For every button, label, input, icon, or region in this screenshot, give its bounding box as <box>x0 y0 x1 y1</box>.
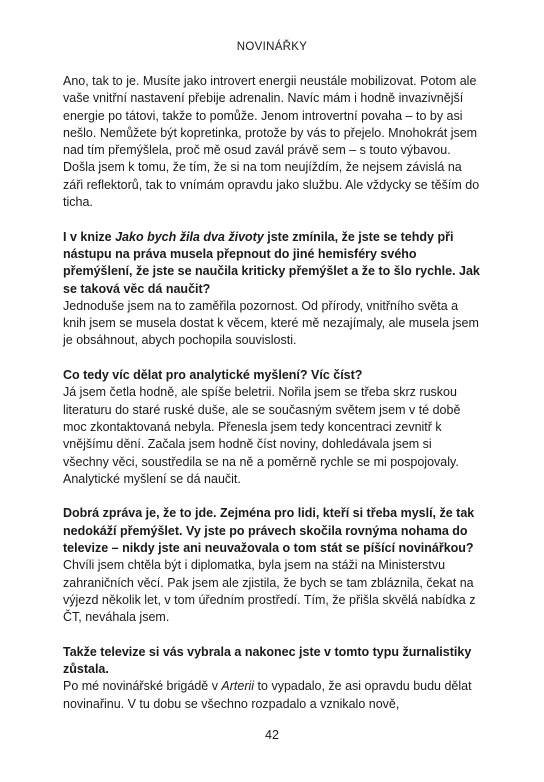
book-title: Jako bych žila dva životy <box>115 229 264 244</box>
question-4: Dobrá zpráva je, že to jde. Zejména pro lidi, kteří si třeba myslí, že tak nedokáží přemýšlet. Vy jste po právech skočila rovnýma nohama do televize – nikdy jste ani neuvažovala o tom stát se píšící novinářkou? <box>63 506 475 556</box>
running-head: NOVINÁŘKY <box>236 41 308 53</box>
question-5: Takže televize si vás vybrala a nakonec jste v tomto typu žurnalistiky zůstala. <box>63 644 472 677</box>
answer-5 <box>63 678 481 713</box>
magazine-title: Arterii <box>221 679 255 694</box>
question-2 <box>63 229 481 298</box>
body-text <box>63 73 481 713</box>
paragraph-gap <box>63 627 481 644</box>
answer-3: Já jsem četla hodně, ale spíše beletrii. Nořila jsem se třeba skrz ruskou literaturu do staré ruské duše, ale se současným světem jsem v té době moc zkontaktovaná nebyla. Přenesla jsem tedy koncentraci zevnitř k vnějšímu dění. Začala jsem hodně číst noviny, dohledávala jsem si všechny věci, soustředila se na ně a poměrně rychle se mi pospojovaly. Analytické myšlení se dá naučit. <box>63 385 461 486</box>
paragraph-gap <box>63 350 481 367</box>
answer-2: Jednoduše jsem na to zaměřila pozornost. Od přírody, vnitřního světa a knih jsem se musela dostat k věcem, které mě nezajímaly, ale musela jsem je obsáhnout, abych pochopila souvislosti. <box>63 298 479 348</box>
answer-paragraph-1: Ano, tak to je. Musíte jako introvert energii neustále mobilizovat. Potom ale vaše vnitřní nastavení přebije adrenalin. Navíc mám i hodně invazivnější energie po tátovi, takže to pomůže. Jenom introvertní povaha – to by asi nešlo. Nemůžete být kopretinka, protože by vás to přejelo. Mnohokrát jsem nad tím přemýšlela, proč mě osud zavál právě sem – s touto výbavou. Došla jsem k tomu, že tím, že si na tom neujíždím, že nejsem závislá na záři reflektorů, tak to vnímám opravdu jako službu. Ale vždycky se těším do ticha. <box>63 74 480 210</box>
question-3: Co tedy víc dělat pro analytické myšlení? Víc číst? <box>63 368 363 383</box>
answer-5-part-1: Po mé novinářské brigádě v <box>63 679 222 694</box>
paragraph-gap <box>63 211 481 228</box>
question-2-part-2: jste zmínila, že jste se tehdy při nástupu na práva musela přepnout do jiné hemisféry svého přemýšlení, že jste se naučila kriticky přemýšlet a že to šlo rychle. Jak se taková věc dá naučit? <box>63 229 480 296</box>
answer-4: Chvíli jsem chtěla být i diplomatka, byla jsem na stáži na Ministerstvu zahraničních věcí. Pak jsem ale zjistila, že bych se tam zbláznila, čekat na výjezd několik let, v tom úředním prostředí. Tím, že přišla skvělá nabídka z ČT, neváhala jsem. <box>63 558 476 625</box>
page-number: 42 <box>265 728 279 742</box>
answer-5-part-2: to vypadalo, že asi opravdu budu dělat novinařinu. V tu dobu se všechno rozpadalo a vznikalo nově, <box>63 679 472 711</box>
question-2-part-1: I v knize <box>63 229 116 244</box>
paragraph-gap <box>63 488 481 505</box>
